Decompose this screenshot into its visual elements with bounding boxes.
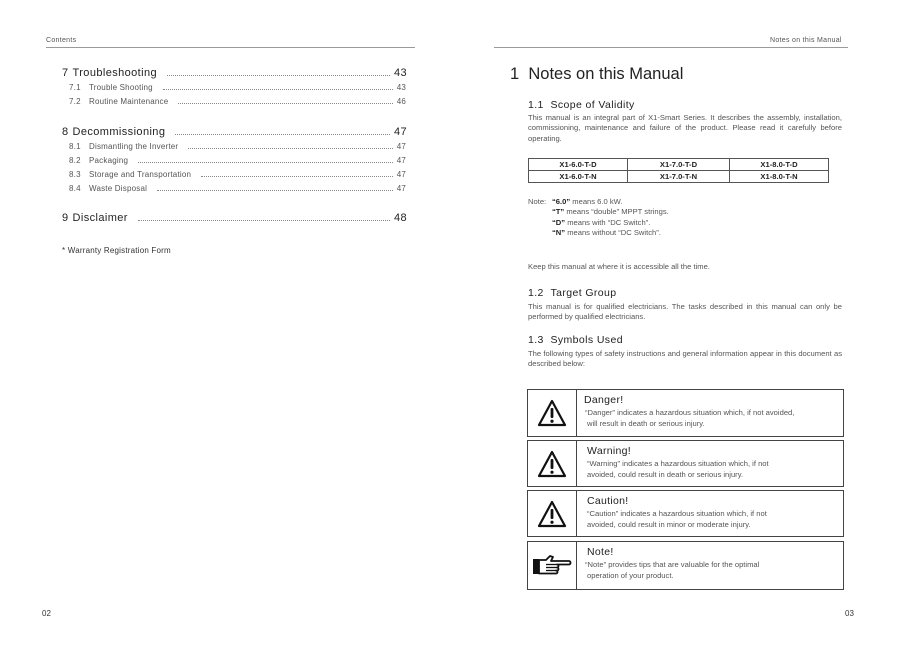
box-text: “Warning” indicates a hazardous situation which, if not avoided, could result in death or serious injury. <box>587 459 769 479</box>
toc-title: Waste Disposal <box>89 184 148 193</box>
toc-page: 46 <box>396 97 406 106</box>
left-page-number: 02 <box>42 609 51 618</box>
toc-section-8-2[interactable]: 8.2 Packaging 47 <box>69 156 406 165</box>
box-title: Note! <box>587 546 614 558</box>
model-table <box>528 158 829 183</box>
toc-section-8-1[interactable]: 8.1 Dismantling the Inverter 47 <box>69 142 406 151</box>
right-page-number: 03 <box>845 609 854 618</box>
model-cell: X1-7.0-T-N <box>628 171 730 183</box>
toc-title: Disclaimer <box>72 212 128 224</box>
toc-page: 47 <box>396 170 406 179</box>
note-line: “N” means without “DC Switch”. <box>552 227 661 237</box>
box-title: Caution! <box>587 495 629 507</box>
note-line: “6.0” means 6.0 kW. <box>552 197 623 206</box>
box-text: “Danger” indicates a hazardous situation which, if not avoided, will result in death or serious injury. <box>585 408 795 428</box>
table-row <box>529 159 829 171</box>
toc-title: Packaging <box>89 156 129 165</box>
page-title: 1 Notes on this Manual <box>510 65 684 83</box>
box-text: “Caution” indicates a hazardous situation which, if not avoided, could result in minor or moderate injury. <box>587 509 767 529</box>
warning-triangle-icon <box>528 441 577 486</box>
caution-box <box>527 490 844 537</box>
toc-section-7-2[interactable]: 7.2 Routine Maintenance 46 <box>69 97 406 106</box>
toc-title: Dismantling the Inverter <box>89 142 179 151</box>
model-cell: X1-6.0-T-N <box>529 171 628 183</box>
section-1-1-heading: 1.1 Scope of Validity <box>528 99 635 111</box>
section-1-3-heading: 1.3 Symbols Used <box>528 334 623 346</box>
box-title: Warning! <box>587 445 632 457</box>
toc-section-8-4[interactable]: 8.4 Waste Disposal 47 <box>69 184 406 193</box>
model-note-label: Note: <box>528 197 547 206</box>
note-line: “T” means “double” MPPT strings. <box>552 207 669 217</box>
toc-page: 48 <box>393 212 407 224</box>
right-header-rule <box>494 47 848 48</box>
left-page-header: Contents <box>46 37 77 44</box>
warning-triangle-icon <box>528 491 577 536</box>
table-row <box>529 171 829 183</box>
model-cell: X1-8.0-T-D <box>730 159 829 171</box>
model-cell: X1-8.0-T-N <box>730 171 829 183</box>
warning-triangle-icon <box>528 390 577 436</box>
toc-section-8-3[interactable]: 8.3 Storage and Transportation 47 <box>69 170 406 179</box>
toc-chapter-9[interactable]: 9 Disclaimer 48 <box>62 212 407 224</box>
toc-section-7-1[interactable]: 7.1 Trouble Shooting 43 <box>69 83 406 92</box>
toc-page: 43 <box>396 83 406 92</box>
toc-title: Trouble Shooting <box>89 83 153 92</box>
left-header-rule <box>46 47 415 48</box>
toc-chapter-7[interactable]: 7 Troubleshooting 43 <box>62 67 407 79</box>
box-title: Danger! <box>584 394 624 406</box>
toc-chapter-8[interactable]: 8 Decommissioning 47 <box>62 126 407 138</box>
toc-page: 47 <box>393 126 407 138</box>
right-page-header: Notes on this Manual <box>770 37 842 44</box>
model-cell: X1-7.0-T-D <box>628 159 730 171</box>
section-1-3-body: The following types of safety instructions and general information appear in this document as described below: <box>528 349 842 369</box>
note-line: “D” means with “DC Switch”. <box>552 217 651 227</box>
model-note-list <box>552 197 669 238</box>
toc-page: 47 <box>396 142 406 151</box>
toc-title: Troubleshooting <box>72 67 158 79</box>
section-1-2-heading: 1.2 Target Group <box>528 287 617 299</box>
toc-title: Decommissioning <box>72 126 166 138</box>
warning-box <box>527 440 844 487</box>
pointing-hand-icon <box>528 542 577 589</box>
section-1-1-body: This manual is an integral part of X1-Smart Series. It describes the assembly, installation, commissioning, maintenance and failure of the product. Please read it carefully before operating. <box>528 113 842 143</box>
keep-manual-text: Keep this manual at where it is accessible all the time. <box>528 262 710 271</box>
warranty-form-link[interactable]: * Warranty Registration Form <box>62 246 171 255</box>
toc-page: 47 <box>396 156 406 165</box>
note-box <box>527 541 844 590</box>
danger-box <box>527 389 844 437</box>
toc-page: 43 <box>393 67 407 79</box>
toc-title: Storage and Transportation <box>89 170 192 179</box>
toc-title: Routine Maintenance <box>89 97 169 106</box>
toc-page: 47 <box>396 184 406 193</box>
box-text: “Note” provides tips that are valuable for the optimal operation of your product. <box>585 560 760 580</box>
section-1-2-body: This manual is for qualified electricians. The tasks described in this manual can only be performed by qualified electricians. <box>528 302 842 322</box>
model-cell: X1-6.0-T-D <box>529 159 628 171</box>
